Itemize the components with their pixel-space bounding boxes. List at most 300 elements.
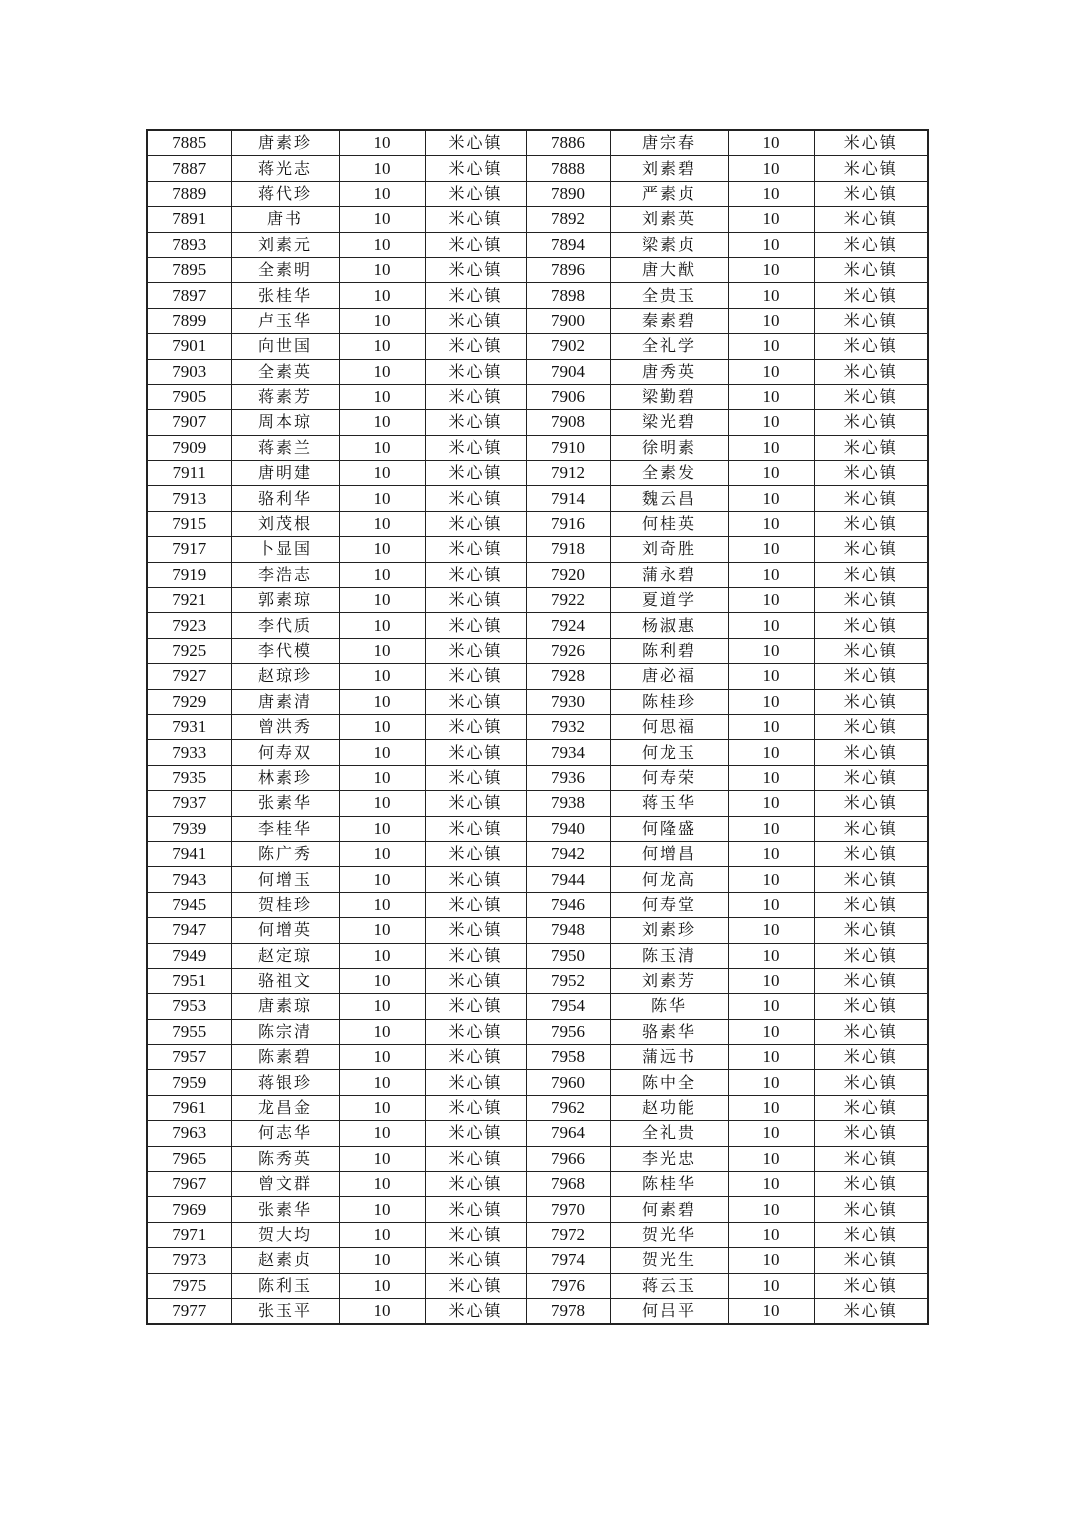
- table-row: [147, 1248, 928, 1273]
- person-name-cell: 赵功能: [610, 1095, 728, 1120]
- town-name-cell: 米心镇: [814, 892, 928, 917]
- town-name-cell: 米心镇: [425, 461, 526, 486]
- town-name-cell: 米心镇: [814, 968, 928, 993]
- town-name-cell: 米心镇: [814, 1222, 928, 1247]
- person-name-cell: 陈华: [610, 994, 728, 1019]
- person-name-cell: 全贵玉: [610, 283, 728, 308]
- record-number-cell: 7944: [526, 867, 610, 892]
- person-name-cell: 陈桂华: [610, 1172, 728, 1197]
- town-name-cell: 米心镇: [425, 816, 526, 841]
- table-row: [147, 410, 928, 435]
- table-row: [147, 207, 928, 232]
- town-name-cell: 米心镇: [425, 537, 526, 562]
- town-name-cell: 米心镇: [425, 867, 526, 892]
- town-name-cell: 米心镇: [814, 156, 928, 181]
- record-number-cell: 7973: [147, 1248, 231, 1273]
- record-number-cell: 7913: [147, 486, 231, 511]
- amount-cell: 10: [339, 384, 425, 409]
- town-name-cell: 米心镇: [814, 765, 928, 790]
- person-name-cell: 唐素珍: [231, 130, 339, 156]
- amount-cell: 10: [728, 664, 814, 689]
- person-name-cell: 秦素碧: [610, 308, 728, 333]
- table-row: [147, 664, 928, 689]
- town-name-cell: 米心镇: [814, 1095, 928, 1120]
- record-number-cell: 7949: [147, 943, 231, 968]
- person-name-cell: 何寿堂: [610, 892, 728, 917]
- record-number-cell: 7941: [147, 841, 231, 866]
- amount-cell: 10: [728, 537, 814, 562]
- roster-table: [146, 129, 929, 1325]
- town-name-cell: 米心镇: [425, 1222, 526, 1247]
- table-row: [147, 1070, 928, 1095]
- table-row: [147, 486, 928, 511]
- record-number-cell: 7974: [526, 1248, 610, 1273]
- table-row: [147, 918, 928, 943]
- record-number-cell: 7903: [147, 359, 231, 384]
- record-number-cell: 7906: [526, 384, 610, 409]
- record-number-cell: 7939: [147, 816, 231, 841]
- amount-cell: 10: [728, 765, 814, 790]
- town-name-cell: 米心镇: [814, 207, 928, 232]
- person-name-cell: 唐书: [231, 207, 339, 232]
- amount-cell: 10: [339, 1273, 425, 1298]
- record-number-cell: 7952: [526, 968, 610, 993]
- person-name-cell: 贺大均: [231, 1222, 339, 1247]
- person-name-cell: 蒋光志: [231, 156, 339, 181]
- record-number-cell: 7943: [147, 867, 231, 892]
- record-number-cell: 7925: [147, 638, 231, 663]
- table-row: [147, 334, 928, 359]
- record-number-cell: 7963: [147, 1121, 231, 1146]
- person-name-cell: 刘素珍: [610, 918, 728, 943]
- amount-cell: 10: [339, 816, 425, 841]
- record-number-cell: 7976: [526, 1273, 610, 1298]
- town-name-cell: 米心镇: [814, 664, 928, 689]
- town-name-cell: 米心镇: [814, 283, 928, 308]
- table-row: [147, 714, 928, 739]
- record-number-cell: 7922: [526, 588, 610, 613]
- person-name-cell: 何志华: [231, 1121, 339, 1146]
- amount-cell: 10: [339, 435, 425, 460]
- record-number-cell: 7967: [147, 1172, 231, 1197]
- town-name-cell: 米心镇: [814, 308, 928, 333]
- person-name-cell: 陈桂珍: [610, 689, 728, 714]
- person-name-cell: 梁素贞: [610, 232, 728, 257]
- record-number-cell: 7899: [147, 308, 231, 333]
- person-name-cell: 刘素碧: [610, 156, 728, 181]
- record-number-cell: 7945: [147, 892, 231, 917]
- town-name-cell: 米心镇: [814, 410, 928, 435]
- person-name-cell: 陈玉清: [610, 943, 728, 968]
- record-number-cell: 7893: [147, 232, 231, 257]
- person-name-cell: 杨淑惠: [610, 613, 728, 638]
- person-name-cell: 卢玉华: [231, 308, 339, 333]
- record-number-cell: 7889: [147, 181, 231, 206]
- town-name-cell: 米心镇: [814, 1273, 928, 1298]
- town-name-cell: 米心镇: [814, 867, 928, 892]
- amount-cell: 10: [728, 1045, 814, 1070]
- town-name-cell: 米心镇: [425, 1273, 526, 1298]
- amount-cell: 10: [339, 968, 425, 993]
- person-name-cell: 陈宗清: [231, 1019, 339, 1044]
- person-name-cell: 何桂英: [610, 511, 728, 536]
- amount-cell: 10: [728, 689, 814, 714]
- amount-cell: 10: [339, 461, 425, 486]
- person-name-cell: 贺桂珍: [231, 892, 339, 917]
- town-name-cell: 米心镇: [425, 994, 526, 1019]
- table-row: [147, 816, 928, 841]
- person-name-cell: 严素贞: [610, 181, 728, 206]
- town-name-cell: 米心镇: [425, 359, 526, 384]
- town-name-cell: 米心镇: [425, 384, 526, 409]
- record-number-cell: 7953: [147, 994, 231, 1019]
- table-row: [147, 1045, 928, 1070]
- record-number-cell: 7930: [526, 689, 610, 714]
- table-row: [147, 943, 928, 968]
- record-number-cell: 7972: [526, 1222, 610, 1247]
- table-row: [147, 638, 928, 663]
- person-name-cell: 陈素碧: [231, 1045, 339, 1070]
- amount-cell: 10: [339, 1121, 425, 1146]
- town-name-cell: 米心镇: [814, 1248, 928, 1273]
- amount-cell: 10: [339, 714, 425, 739]
- record-number-cell: 7947: [147, 918, 231, 943]
- record-number-cell: 7896: [526, 257, 610, 282]
- town-name-cell: 米心镇: [425, 410, 526, 435]
- town-name-cell: 米心镇: [814, 1019, 928, 1044]
- person-name-cell: 刘素英: [610, 207, 728, 232]
- amount-cell: 10: [728, 435, 814, 460]
- person-name-cell: 龙昌金: [231, 1095, 339, 1120]
- town-name-cell: 米心镇: [814, 740, 928, 765]
- person-name-cell: 蒋玉华: [610, 791, 728, 816]
- town-name-cell: 米心镇: [425, 1045, 526, 1070]
- town-name-cell: 米心镇: [814, 486, 928, 511]
- amount-cell: 10: [339, 537, 425, 562]
- record-number-cell: 7890: [526, 181, 610, 206]
- amount-cell: 10: [728, 714, 814, 739]
- record-number-cell: 7892: [526, 207, 610, 232]
- town-name-cell: 米心镇: [425, 689, 526, 714]
- amount-cell: 10: [339, 130, 425, 156]
- person-name-cell: 张桂华: [231, 283, 339, 308]
- record-number-cell: 7937: [147, 791, 231, 816]
- town-name-cell: 米心镇: [425, 130, 526, 156]
- table-row: [147, 232, 928, 257]
- record-number-cell: 7936: [526, 765, 610, 790]
- table-row: [147, 1172, 928, 1197]
- person-name-cell: 蒋素兰: [231, 435, 339, 460]
- town-name-cell: 米心镇: [425, 207, 526, 232]
- town-name-cell: 米心镇: [814, 1146, 928, 1171]
- town-name-cell: 米心镇: [425, 1172, 526, 1197]
- town-name-cell: 米心镇: [425, 613, 526, 638]
- amount-cell: 10: [339, 1197, 425, 1222]
- record-number-cell: 7940: [526, 816, 610, 841]
- record-number-cell: 7966: [526, 1146, 610, 1171]
- town-name-cell: 米心镇: [425, 511, 526, 536]
- amount-cell: 10: [339, 1045, 425, 1070]
- town-name-cell: 米心镇: [425, 918, 526, 943]
- person-name-cell: 徐明素: [610, 435, 728, 460]
- amount-cell: 10: [728, 1248, 814, 1273]
- town-name-cell: 米心镇: [425, 791, 526, 816]
- amount-cell: 10: [339, 486, 425, 511]
- record-number-cell: 7954: [526, 994, 610, 1019]
- town-name-cell: 米心镇: [425, 181, 526, 206]
- town-name-cell: 米心镇: [814, 537, 928, 562]
- person-name-cell: 夏道学: [610, 588, 728, 613]
- record-number-cell: 7938: [526, 791, 610, 816]
- amount-cell: 10: [728, 562, 814, 587]
- record-number-cell: 7924: [526, 613, 610, 638]
- amount-cell: 10: [728, 1222, 814, 1247]
- amount-cell: 10: [728, 918, 814, 943]
- record-number-cell: 7969: [147, 1197, 231, 1222]
- record-number-cell: 7950: [526, 943, 610, 968]
- amount-cell: 10: [339, 232, 425, 257]
- amount-cell: 10: [728, 156, 814, 181]
- person-name-cell: 唐秀英: [610, 359, 728, 384]
- amount-cell: 10: [728, 1172, 814, 1197]
- amount-cell: 10: [339, 664, 425, 689]
- record-number-cell: 7900: [526, 308, 610, 333]
- person-name-cell: 何龙高: [610, 867, 728, 892]
- town-name-cell: 米心镇: [425, 1095, 526, 1120]
- town-name-cell: 米心镇: [814, 181, 928, 206]
- record-number-cell: 7978: [526, 1298, 610, 1324]
- amount-cell: 10: [728, 1273, 814, 1298]
- person-name-cell: 张素华: [231, 791, 339, 816]
- person-name-cell: 何增玉: [231, 867, 339, 892]
- record-number-cell: 7929: [147, 689, 231, 714]
- amount-cell: 10: [728, 994, 814, 1019]
- table-row: [147, 994, 928, 1019]
- amount-cell: 10: [728, 308, 814, 333]
- amount-cell: 10: [339, 207, 425, 232]
- person-name-cell: 骆素华: [610, 1019, 728, 1044]
- town-name-cell: 米心镇: [814, 1298, 928, 1324]
- town-name-cell: 米心镇: [425, 435, 526, 460]
- town-name-cell: 米心镇: [814, 1172, 928, 1197]
- person-name-cell: 唐素清: [231, 689, 339, 714]
- record-number-cell: 7931: [147, 714, 231, 739]
- person-name-cell: 梁光碧: [610, 410, 728, 435]
- town-name-cell: 米心镇: [425, 841, 526, 866]
- town-name-cell: 米心镇: [425, 1298, 526, 1324]
- town-name-cell: 米心镇: [425, 283, 526, 308]
- amount-cell: 10: [339, 867, 425, 892]
- amount-cell: 10: [339, 359, 425, 384]
- amount-cell: 10: [728, 130, 814, 156]
- record-number-cell: 7910: [526, 435, 610, 460]
- amount-cell: 10: [339, 1070, 425, 1095]
- amount-cell: 10: [339, 588, 425, 613]
- person-name-cell: 唐明建: [231, 461, 339, 486]
- table-row: [147, 613, 928, 638]
- table-row: [147, 588, 928, 613]
- record-number-cell: 7917: [147, 537, 231, 562]
- person-name-cell: 何增昌: [610, 841, 728, 866]
- town-name-cell: 米心镇: [425, 765, 526, 790]
- town-name-cell: 米心镇: [425, 1070, 526, 1095]
- record-number-cell: 7946: [526, 892, 610, 917]
- table-row: [147, 1019, 928, 1044]
- record-number-cell: 7886: [526, 130, 610, 156]
- person-name-cell: 赵琼珍: [231, 664, 339, 689]
- table-row: [147, 562, 928, 587]
- amount-cell: 10: [339, 410, 425, 435]
- record-number-cell: 7919: [147, 562, 231, 587]
- person-name-cell: 曾文群: [231, 1172, 339, 1197]
- amount-cell: 10: [728, 257, 814, 282]
- amount-cell: 10: [339, 1019, 425, 1044]
- person-name-cell: 何思福: [610, 714, 728, 739]
- town-name-cell: 米心镇: [425, 486, 526, 511]
- person-name-cell: 贺光华: [610, 1222, 728, 1247]
- record-number-cell: 7960: [526, 1070, 610, 1095]
- amount-cell: 10: [339, 918, 425, 943]
- person-name-cell: 周本琼: [231, 410, 339, 435]
- table-row: [147, 1273, 928, 1298]
- amount-cell: 10: [728, 359, 814, 384]
- amount-cell: 10: [728, 1019, 814, 1044]
- record-number-cell: 7927: [147, 664, 231, 689]
- town-name-cell: 米心镇: [814, 994, 928, 1019]
- table-row: [147, 537, 928, 562]
- amount-cell: 10: [728, 791, 814, 816]
- amount-cell: 10: [339, 181, 425, 206]
- record-number-cell: 7959: [147, 1070, 231, 1095]
- record-number-cell: 7955: [147, 1019, 231, 1044]
- amount-cell: 10: [728, 740, 814, 765]
- amount-cell: 10: [339, 308, 425, 333]
- record-number-cell: 7898: [526, 283, 610, 308]
- table-row: [147, 689, 928, 714]
- table-row: [147, 1298, 928, 1324]
- record-number-cell: 7932: [526, 714, 610, 739]
- record-number-cell: 7948: [526, 918, 610, 943]
- record-number-cell: 7887: [147, 156, 231, 181]
- table-row: [147, 181, 928, 206]
- person-name-cell: 全礼贵: [610, 1121, 728, 1146]
- record-number-cell: 7902: [526, 334, 610, 359]
- roster-table-body: [147, 130, 928, 1324]
- town-name-cell: 米心镇: [814, 257, 928, 282]
- person-name-cell: 全礼学: [610, 334, 728, 359]
- amount-cell: 10: [339, 765, 425, 790]
- amount-cell: 10: [339, 511, 425, 536]
- table-row: [147, 359, 928, 384]
- record-number-cell: 7951: [147, 968, 231, 993]
- record-number-cell: 7975: [147, 1273, 231, 1298]
- table-row: [147, 765, 928, 790]
- amount-cell: 10: [728, 638, 814, 663]
- record-number-cell: 7968: [526, 1172, 610, 1197]
- amount-cell: 10: [728, 892, 814, 917]
- record-number-cell: 7901: [147, 334, 231, 359]
- amount-cell: 10: [728, 841, 814, 866]
- record-number-cell: 7912: [526, 461, 610, 486]
- record-number-cell: 7958: [526, 1045, 610, 1070]
- person-name-cell: 何龙玉: [610, 740, 728, 765]
- amount-cell: 10: [728, 486, 814, 511]
- table-row: [147, 841, 928, 866]
- amount-cell: 10: [728, 384, 814, 409]
- amount-cell: 10: [728, 1070, 814, 1095]
- person-name-cell: 陈利碧: [610, 638, 728, 663]
- amount-cell: 10: [339, 1298, 425, 1324]
- amount-cell: 10: [339, 689, 425, 714]
- town-name-cell: 米心镇: [425, 257, 526, 282]
- record-number-cell: 7885: [147, 130, 231, 156]
- amount-cell: 10: [728, 1298, 814, 1324]
- record-number-cell: 7934: [526, 740, 610, 765]
- person-name-cell: 李代质: [231, 613, 339, 638]
- record-number-cell: 7891: [147, 207, 231, 232]
- person-name-cell: 何吕平: [610, 1298, 728, 1324]
- amount-cell: 10: [728, 816, 814, 841]
- amount-cell: 10: [339, 1095, 425, 1120]
- town-name-cell: 米心镇: [425, 664, 526, 689]
- person-name-cell: 李浩志: [231, 562, 339, 587]
- amount-cell: 10: [339, 613, 425, 638]
- table-row: [147, 740, 928, 765]
- record-number-cell: 7977: [147, 1298, 231, 1324]
- town-name-cell: 米心镇: [814, 334, 928, 359]
- town-name-cell: 米心镇: [814, 1197, 928, 1222]
- town-name-cell: 米心镇: [425, 308, 526, 333]
- person-name-cell: 刘素芳: [610, 968, 728, 993]
- town-name-cell: 米心镇: [814, 1121, 928, 1146]
- amount-cell: 10: [728, 207, 814, 232]
- person-name-cell: 向世国: [231, 334, 339, 359]
- town-name-cell: 米心镇: [425, 892, 526, 917]
- person-name-cell: 贺光生: [610, 1248, 728, 1273]
- record-number-cell: 7970: [526, 1197, 610, 1222]
- town-name-cell: 米心镇: [814, 943, 928, 968]
- amount-cell: 10: [339, 1248, 425, 1273]
- record-number-cell: 7971: [147, 1222, 231, 1247]
- person-name-cell: 骆利华: [231, 486, 339, 511]
- record-number-cell: 7916: [526, 511, 610, 536]
- person-name-cell: 刘奇胜: [610, 537, 728, 562]
- record-number-cell: 7923: [147, 613, 231, 638]
- person-name-cell: 陈中全: [610, 1070, 728, 1095]
- record-number-cell: 7964: [526, 1121, 610, 1146]
- person-name-cell: 蒲永碧: [610, 562, 728, 587]
- amount-cell: 10: [728, 283, 814, 308]
- person-name-cell: 蒋素芳: [231, 384, 339, 409]
- record-number-cell: 7928: [526, 664, 610, 689]
- record-number-cell: 7897: [147, 283, 231, 308]
- record-number-cell: 7914: [526, 486, 610, 511]
- amount-cell: 10: [339, 1222, 425, 1247]
- record-number-cell: 7965: [147, 1146, 231, 1171]
- record-number-cell: 7942: [526, 841, 610, 866]
- town-name-cell: 米心镇: [425, 156, 526, 181]
- town-name-cell: 米心镇: [814, 1070, 928, 1095]
- person-name-cell: 张玉平: [231, 1298, 339, 1324]
- record-number-cell: 7907: [147, 410, 231, 435]
- amount-cell: 10: [339, 1146, 425, 1171]
- town-name-cell: 米心镇: [425, 1121, 526, 1146]
- person-name-cell: 何隆盛: [610, 816, 728, 841]
- record-number-cell: 7935: [147, 765, 231, 790]
- person-name-cell: 何寿双: [231, 740, 339, 765]
- person-name-cell: 唐必福: [610, 664, 728, 689]
- person-name-cell: 郭素琼: [231, 588, 339, 613]
